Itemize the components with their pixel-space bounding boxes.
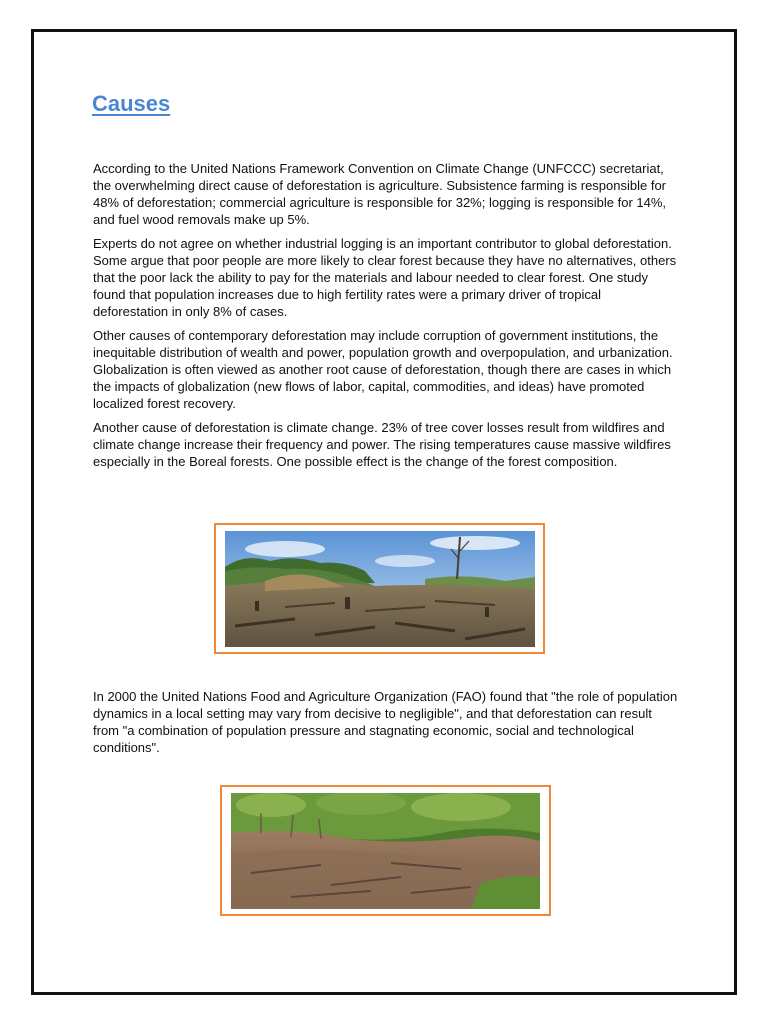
paragraph-other-causes: Other causes of contemporary deforestation may include corruption of government institutions, the inequitable distribution of wealth and power, population growth and overpopulation, and urbanization. Globalization is often viewed as another root cause of deforestation, though there are cases in which the impacts of globalization (new flows of labor, capital, commodities, and ideas) have promoted localized forest recovery. [93,328,673,411]
paragraph-fao: In 2000 the United Nations Food and Agriculture Organization (FAO) found that "the role of population dynamics in a local setting may vary from decisive to negligible", and that deforestation can result from "a combination of population pressure and stagnating economic, social and technological conditions". [93,689,678,755]
paragraph-climate-change: Another cause of deforestation is climate change. 23% of tree cover losses result from wildfires and climate change increase their frequency and power. The rising temperatures cause massive wildfires especially in the Boreal forests. One possible effect is the change of the forest composition. [93,420,671,469]
photo-cleared-land [225,531,535,647]
photo-forest-clearing [231,793,540,909]
figure-frame-cleared-land [214,523,545,654]
paragraph-logging: Experts do not agree on whether industrial logging is an important contributor to global deforestation. Some argue that poor people are more likely to clear forest because they have no alternatives, others that the poor lack the ability to pay for the materials and labour needed to clear forest. One study found that population increases due to high fertility rates were a primary driver of tropical deforestation in only 8% of cases. [93,236,677,319]
page-title: Causes [92,91,171,116]
paragraph-agriculture: According to the United Nations Framework Convention on Climate Change (UNFCCC) secretariat, the overwhelming direct cause of deforestation is agriculture. Subsistence farming is responsible for 48% of deforestation; commercial agriculture is responsible for 32%; logging is responsible for 14%, and fuel wood removals make up 5%. [93,161,667,227]
figure-frame-forest-clearing [220,785,551,916]
